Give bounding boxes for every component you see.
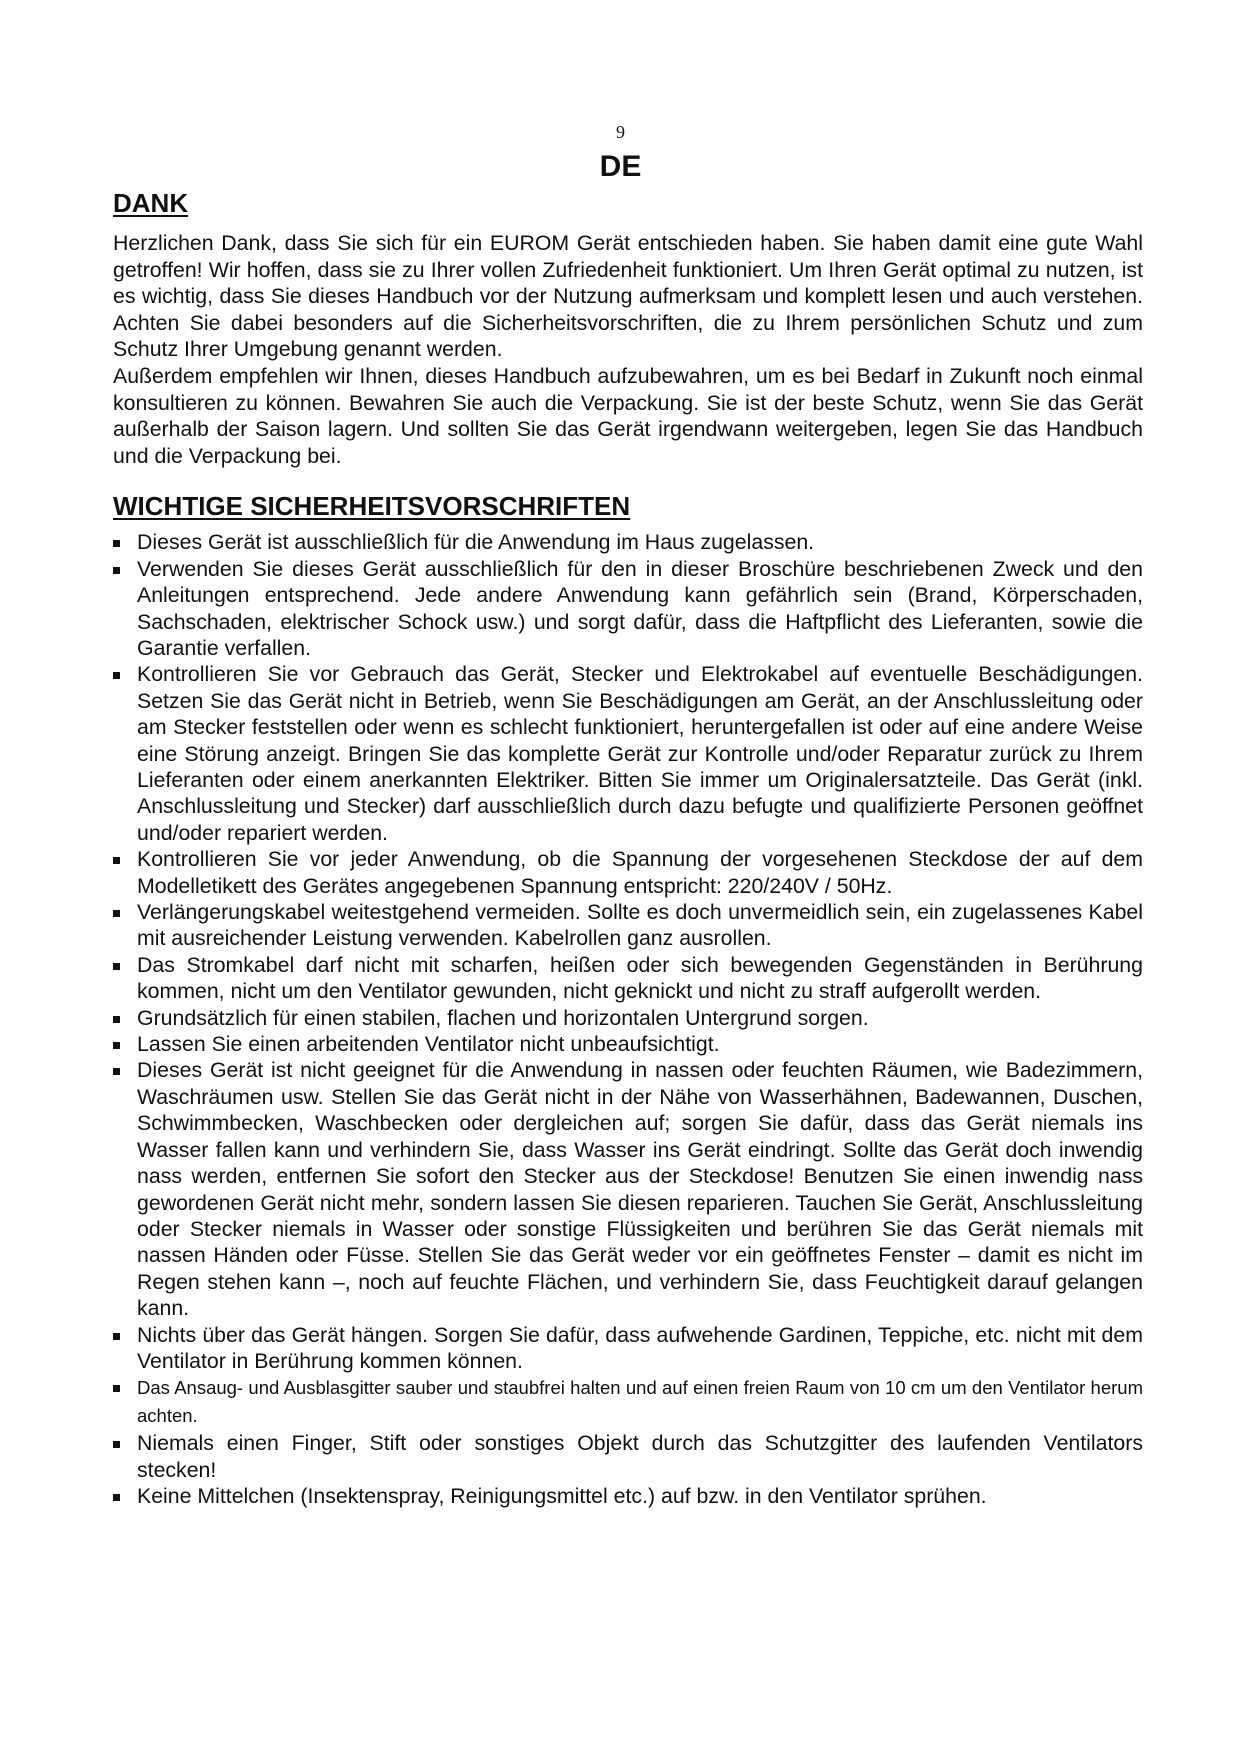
- bullet-icon: [113, 857, 120, 864]
- safety-item: [113, 1322, 1143, 1375]
- safety-item: [113, 846, 1143, 899]
- safety-item-text: Lassen Sie einen arbeitenden Ventilator nicht unbeaufsichtigt.: [137, 1032, 720, 1057]
- safety-item-text: Grundsätzlich für einen stabilen, flachen und horizontalen Untergrund sorgen.: [137, 1005, 869, 1030]
- language-code: DE: [599, 150, 642, 183]
- dank-paragraph: Herzlichen Dank, dass Sie sich für ein EUROM Gerät entschieden haben. Sie haben damit eine gute Wahl getroffen! Wir hoffen, dass sie zu Ihrer vollen Zufriedenheit funktioniert. Um Ihren Gerät optimal zu nutzen, ist es wichtig, dass Sie dieses Handbuch vor der Nutzung aufmerksam und komplett lesen und auch verstehen. Achten Sie dabei besonders auf die Sicherheitsvorschriften, die zu Ihrem persönlichen Schutz und zum Schutz Ihrer Umgebung genannt werden.: [113, 231, 1143, 362]
- safety-item: [113, 899, 1143, 952]
- safety-item: [113, 1430, 1143, 1483]
- dank-heading: DANK: [113, 188, 189, 218]
- bullet-icon: [113, 540, 120, 547]
- safety-item-text: Niemals einen Finger, Stift oder sonstiges Objekt durch das Schutzgitter des laufenden Ventilators stecken!: [137, 1431, 1143, 1482]
- safety-item-text: Das Ansaug- und Ausblasgitter sauber und staubfrei halten und auf einen freien Raum von 10 cm um den Ventilator herum achten.: [137, 1377, 1143, 1427]
- safety-item-text: Kontrollieren Sie vor jeder Anwendung, ob die Spannung der vorgesehenen Steckdose der auf dem Modelletikett des Gerätes angegebenen Spannung entspricht: 220/240V / 50Hz.: [137, 847, 1143, 898]
- bullet-icon: [113, 1042, 120, 1049]
- bullet-icon: [113, 1068, 120, 1075]
- safety-list: [113, 529, 1143, 1509]
- bullet-icon: [113, 567, 120, 574]
- safety-item-text: Keine Mittelchen (Insektenspray, Reinigungsmittel etc.) auf bzw. in den Ventilator sprühen.: [137, 1484, 987, 1509]
- safety-item: [113, 952, 1143, 1005]
- safety-heading: WICHTIGE SICHERHEITSVORSCHRIFTEN: [113, 491, 631, 522]
- safety-item-text: Verlängerungskabel weitestgehend vermeiden. Sollte es doch unvermeidlich sein, ein zugelassenes Kabel mit ausreichender Leistung verwenden. Kabelrollen ganz ausrollen.: [137, 900, 1143, 951]
- bullet-icon: [113, 1385, 120, 1392]
- safety-item-text: Dieses Gerät ist nicht geeignet für die Anwendung in nassen oder feuchten Räumen, wie Badezimmern, Waschräumen usw. Stellen Sie das Gerät nicht in der Nähe von Wasserhähnen, Badewannen, Duschen, Schwimmbecken, Waschbecken oder dergleichen auf; sorgen Sie dafür, dass das Gerät niemals ins Wasser fallen kann und verhindern Sie, dass Wasser ins Gerät eindringt. Sollte das Gerät doch inwendig nass werden, entfernen Sie sofort den Stecker aus der Steckdose! Benutzen Sie einen inwendig nass gewordenen Gerät nicht mehr, sondern lassen Sie diesen reparieren. Tauchen Sie Gerät, Anschlussleitung oder Stecker niemals in Wasser oder sonstige Flüssigkeiten und berühren Sie das Gerät niemals mit nassen Händen oder Füsse. Stellen Sie das Gerät weder vor ein geöffnetes Fenster – damit es nicht im Regen stehen kann –, noch auf feuchte Flächen, und verhindern Sie, dass Feuchtigkeit darauf gelangen kann.: [137, 1058, 1143, 1321]
- safety-item: [113, 529, 1143, 555]
- safety-item: [113, 1031, 1143, 1057]
- safety-item: [113, 1005, 1143, 1031]
- document-body: [113, 186, 1143, 1510]
- page-number: 9: [616, 122, 625, 142]
- safety-item-text: Verwenden Sie dieses Gerät ausschließlich für den in dieser Broschüre beschriebenen Zweck und den Anleitungen entsprechend. Jede andere Anwendung kann gefährlich sein (Brand, Körperschaden, Sachschaden, elektrischer Schock usw.) und sorgt dafür, dass die Haftpflicht des Lieferanten, sowie die Garantie verfallen.: [137, 556, 1143, 660]
- safety-item: [113, 556, 1143, 662]
- safety-item: [113, 1483, 1143, 1509]
- safety-item: [113, 1374, 1143, 1430]
- dank-section: [113, 230, 1143, 469]
- bullet-icon: [113, 1494, 120, 1501]
- safety-item-text: Das Stromkabel darf nicht mit scharfen, heißen oder sich bewegenden Gegenständen in Berührung kommen, nicht um den Ventilator gewunden, nicht geknickt und nicht zu straff aufgerollt werden.: [137, 952, 1143, 1004]
- safety-item-text: Kontrollieren Sie vor Gebrauch das Gerät, Stecker und Elektrokabel auf eventuelle Beschädigungen. Setzen Sie das Gerät nicht in Betrieb, wenn Sie Beschädigungen am Gerät, an der Anschlussleitung oder am Stecker feststellen oder wenn es schlecht funktioniert, heruntergefallen ist oder auf eine andere Weise eine Störung anzeigt. Bringen Sie das komplette Gerät zur Kontrolle und/oder Reparatur zurück zu Ihrem Lieferanten oder einem anerkannten Elektriker. Bitten Sie immer um Originalersatzteile. Das Gerät (inkl. Anschlussleitung und Stecker) darf ausschließlich durch dazu befugte und qualifizierte Personen geöffnet und/oder repariert werden.: [137, 662, 1143, 845]
- safety-item: [113, 1057, 1143, 1321]
- bullet-icon: [113, 1016, 120, 1023]
- safety-item-text: Nichts über das Gerät hängen. Sorgen Sie dafür, dass aufwehende Gardinen, Teppiche, etc. nicht mit dem Ventilator in Berührung kommen können.: [137, 1322, 1143, 1373]
- bullet-icon: [113, 1333, 120, 1340]
- safety-item: [113, 661, 1143, 846]
- bullet-icon: [113, 672, 120, 679]
- bullet-icon: [113, 963, 120, 970]
- bullet-icon: [113, 910, 120, 917]
- dank-paragraph: Außerdem empfehlen wir Ihnen, dieses Handbuch aufzubewahren, um es bei Bedarf in Zukunft noch einmal konsultieren zu können. Bewahren Sie auch die Verpackung. Sie ist der beste Schutz, wenn Sie das Gerät außerhalb der Saison lagern. Und sollten Sie das Gerät irgendwann weitergeben, legen Sie das Handbuch und die Verpackung bei.: [113, 363, 1143, 468]
- safety-item-text: Dieses Gerät ist ausschließlich für die Anwendung im Haus zugelassen.: [137, 530, 815, 555]
- bullet-icon: [113, 1441, 120, 1448]
